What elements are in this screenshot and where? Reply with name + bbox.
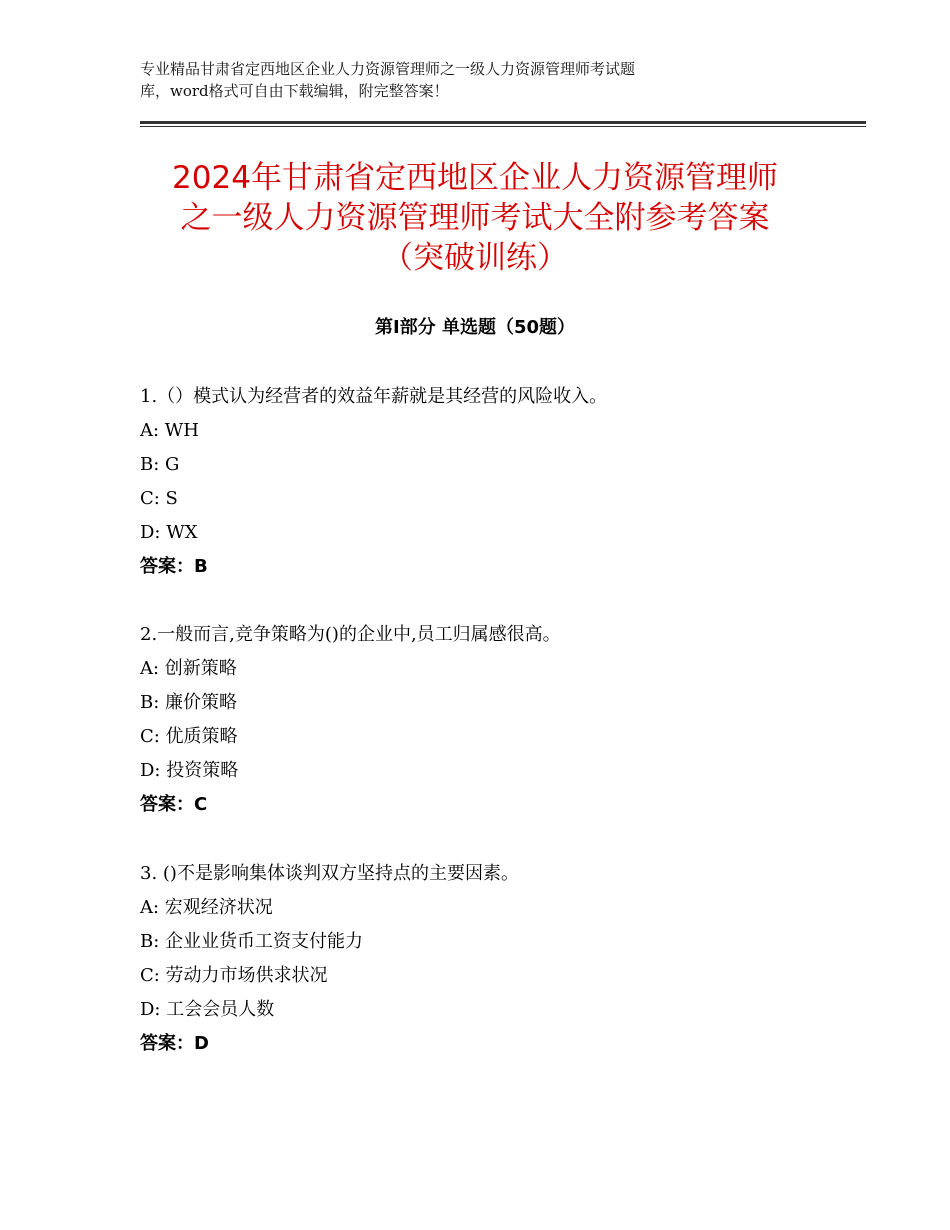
question-3-stem: 3. ()不是影响集体谈判双方坚持点的主要因素。 [140,863,519,884]
question-3-option-b: B: 企业业货币工资支付能力 [140,931,364,952]
document-title-line-1: 2024年甘肃省定西地区企业人力资源管理师 [172,160,778,196]
question-1-stem: 1.（）模式认为经营者的效益年薪就是其经营的风险收入。 [140,386,608,407]
header-note-line-2: 库，word格式可自由下载编辑，附完整答案！ [140,82,449,100]
question-3-option-c: C: 劳动力市场供求状况 [140,965,328,986]
question-2-option-a: A: 创新策略 [140,658,237,679]
document-title-line-2: 之一级人力资源管理师考试大全附参考答案 [180,200,770,236]
header-note [140,58,840,102]
question-3 [140,857,860,1061]
question-1-answer: 答案：B [140,556,208,577]
question-2-option-d: D: 投资策略 [140,760,239,781]
question-2-option-c: C: 优质策略 [140,726,238,747]
question-1-option-a: A: WH [140,420,199,441]
question-2-answer: 答案：C [140,794,208,815]
document-title [100,158,850,278]
question-2 [140,618,860,822]
header-rule-thick [140,121,866,124]
header-note-line-1: 专业精品甘肃省定西地区企业人力资源管理师之一级人力资源管理师考试题 [140,60,636,78]
question-3-option-d: D: 工会会员人数 [140,999,275,1020]
question-1-option-b: B: G [140,454,180,475]
question-1 [140,380,860,584]
question-3-answer: 答案：D [140,1033,209,1054]
question-2-option-b: B: 廉价策略 [140,692,238,713]
question-1-option-c: C: S [140,488,178,509]
question-1-option-d: D: WX [140,522,198,543]
header-rule-thin [140,126,866,127]
question-3-option-a: A: 宏观经济状况 [140,897,273,918]
document-title-line-3: （突破训练） [382,240,568,276]
section-title: 第Ⅰ部分 单选题（50题） [374,317,575,338]
question-2-stem: 2.一般而言,竞争策略为()的企业中,员工归属感很高。 [140,624,561,645]
